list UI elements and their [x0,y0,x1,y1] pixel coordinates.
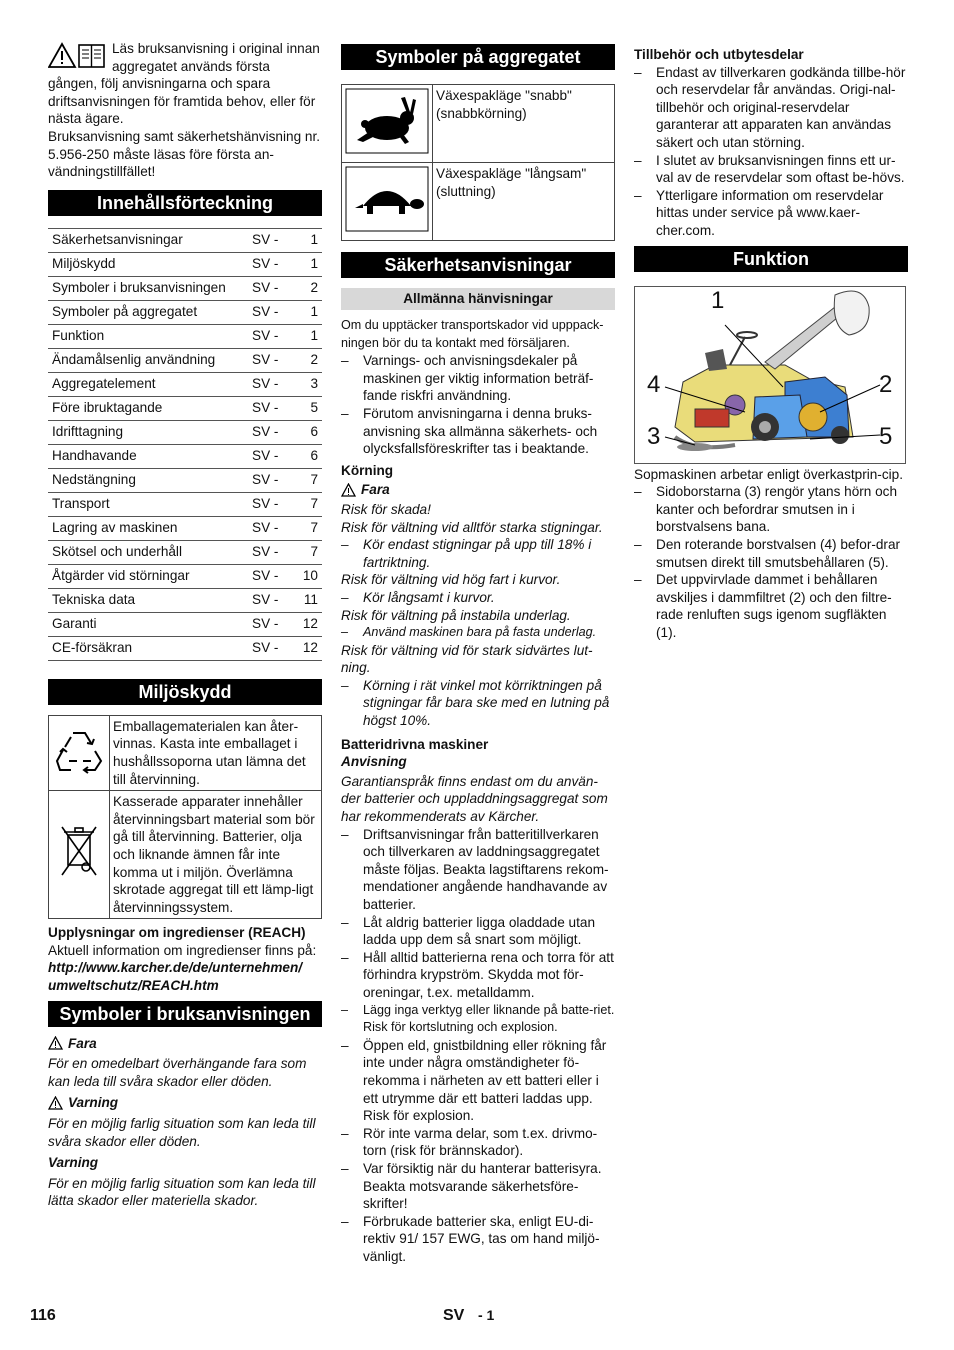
toc-sv: SV - [248,492,292,516]
env-packaging-text: Emballagematerialen kan åter-vinnas. Kasta inte emballaget i hushållssoporna utan lämna det till återvinning. [110,715,322,790]
toc-page: 7 [292,516,322,540]
list-item: – Ytterligare information om reservdelar hittas under service på www.kaer-cher.com. [634,187,908,240]
toc-label: Före ibruktagande [48,396,248,420]
toc-label: Transport [48,492,248,516]
toc-label: Miljöskydd [48,252,248,276]
intro-text-2: Bruksanvisning samt säkerhetshänvisning nr. 5.956-250 måste läsas före första an-vändningstillfället! [48,128,321,180]
risk-4: Risk för vältning vid för stark sidvärtes lut-ning. [341,642,593,676]
toc-sv: SV - [248,420,292,444]
toc-page: 10 [292,564,322,588]
toc-sv: SV - [248,276,292,300]
toc-page: 6 [292,420,322,444]
accessories-heading: Tillbehör och utbytesdelar [634,47,804,62]
toc-label: Symboler i bruksanvisningen [48,276,248,300]
risk-1: Risk för vältning vid alltför starka stigningar. [341,519,603,535]
toc-page: 1 [292,252,322,276]
toc-page: 1 [292,324,322,348]
toc-row[interactable] [48,276,322,300]
toc-row[interactable] [48,396,322,420]
sweeper-diagram [634,286,906,464]
varning2-label: Varning [48,1155,99,1171]
list-item: – Endast av tillverkaren godkända tillbe-hör och reservdelar får användas. Origi-nal-tillbehör och original-reservdelar garanterar att apparaten kan användas säkert och utan störning. [634,64,908,152]
toc-page: 7 [292,468,322,492]
toc-label: Åtgärder vid störningar [48,564,248,588]
fara-line [48,1035,322,1053]
list-item: – Låt aldrig batterier ligga oladdade utan ladda upp dem så snart som möjligt. [341,914,615,949]
warning-icon [48,1096,63,1110]
page-number: 116 [30,1307,56,1324]
toc-page: 2 [292,276,322,300]
toc-label: CE-försäkran [48,636,248,660]
risk-3: Risk för vältning på instabila underlag. [341,607,571,623]
reach-title: Upplysningar om ingredienser (REACH) [48,925,306,941]
general-intro: Om du upptäcker transportskador vid upppack-ningen bör du ta kontakt med försäljaren. [341,318,604,350]
toc-row[interactable] [48,516,322,540]
toc-row[interactable] [48,612,322,636]
toc-sv: SV - [248,612,292,636]
toc-row[interactable] [48,636,322,660]
toc-page: 1 [292,300,322,324]
risk-2: Risk för vältning vid hög fart i kurvor. [341,572,561,588]
list-item: – Var försiktig när du hanterar batterisyra. Beakta motsvarande säkerhetsföre-skrifter! [341,1160,615,1213]
toc-page: 7 [292,540,322,564]
toc-row[interactable] [48,228,322,252]
driving-heading: Körning [341,462,394,478]
list-item: – I slutet av bruksanvisningen finns ett ur-val av de reservdelar som oftast be-hövs. [634,152,908,187]
battery-note-text: Garantianspråk finns endast om du använ-der batterier och uppladdningsaggregat som har rekommenderats av Kärcher. [341,773,608,825]
slow-gear-text: Växespakläge "långsam" (sluttning) [433,163,615,241]
toc-row[interactable] [48,348,322,372]
battery-heading: Batteridrivna maskiner [341,736,489,752]
list-item: – Det uppvirvlade dammet i behållaren avskiljes i dammfiltret (2) och den filtre-rade renluften sugs igenom sugfläkten (1). [634,571,908,641]
toc-row[interactable] [48,540,322,564]
list-item: – Driftsanvisningar från batteritillverkaren och tillverkaren av laddningsaggregatet måste följas. Beakta lagstiftarens rekom-mendationer angående handhavande av batterier. [341,826,615,914]
toc-row[interactable] [48,372,322,396]
toc-sv: SV - [248,444,292,468]
toc-label: Aggregatelement [48,372,248,396]
toc-page: 3 [292,372,322,396]
callout-5: 5 [879,422,893,450]
reach-text: Aktuell information om ingredienser finns på: [48,942,317,958]
toc-page: 1 [292,228,322,252]
toc-row[interactable] [48,588,322,612]
crossed-bin-icon [49,791,110,919]
varning2-text: För en möjlig farlig situation som kan leda till lätta skador eller materiella skador. [48,1175,316,1209]
driving-item-1: – Kör endast stigningar på upp till 18% i fartriktning. [341,536,615,571]
toc-row[interactable] [48,420,322,444]
toc-sv: SV - [248,468,292,492]
toc-label: Garanti [48,612,248,636]
toc-row[interactable] [48,444,322,468]
column-middle [341,44,615,1265]
toc-sv: SV - [248,540,292,564]
battery-note-label: Anvisning [341,754,407,770]
warning-icon [341,483,356,497]
list-item: – Lägg inga verktyg eller liknande på batte-riet. Risk för kortslutning och explosion. [341,1002,615,1037]
toc-row[interactable] [48,564,322,588]
callout-1: 1 [711,286,725,314]
fast-gear-text: Växespakläge "snabb" (snabbkörning) [433,85,615,163]
reach-link[interactable]: http://www.karcher.de/de/unternehmen/ umweltschutz/REACH.htm [48,960,303,994]
toc-row[interactable] [48,324,322,348]
intro-text: Läs bruksanvisning i original innan aggregatet används första gången, följ anvisningarna och spara driftsanvisningen för framtida behov, eller för nästa ägare. [48,41,320,127]
list-item: – Öppen eld, gnistbildning eller rökning får inte under några omständigheter fö-rekomma i närheten av ett batteri eller i ett utrymme där ett batteri laddas upp. Risk för explosion. [341,1037,615,1125]
list-item: – Varnings- och anvisningsdekaler på maskinen ger viktig information beträf-fande riskfri användning. [341,352,615,405]
footer-lang-page: - 1 [478,1307,495,1323]
toc-label: Symboler på aggregatet [48,300,248,324]
toc-page: 11 [292,588,322,612]
env-appliance-text: Kasserade apparater innehåller återvinningsbart material som bör gå till återvinning. Batterier, olja och liknande ämnen får inte komma ut i miljön. Överlämna skrotade aggregat till ett lämp-ligt återvinningssystem. [110,791,322,919]
list-item: – Håll alltid batterierna rena och torra för att förhindra krypström. Skydda mot för-oreningar, t.ex. metalldamm. [341,949,615,1002]
driving-item-2: – Kör långsamt i kurvor. [341,589,615,607]
unit-symbols-heading: Symboler på aggregatet [341,44,615,70]
fara-text: För en omedelbart överhängande fara som kan leda till svåra skador eller döden. [48,1056,307,1089]
toc-row[interactable] [48,300,322,324]
toc-label: Handhavande [48,444,248,468]
toc-page: 12 [292,636,322,660]
toc-page: 7 [292,492,322,516]
driving-item-3: – Använd maskinen bara på fasta underlag. [341,624,615,642]
list-item: – Förbrukade batterier ska, enligt EU-di-rektiv 91/ 157 EWG, tas om hand miljö-vänligt. [341,1213,615,1266]
toc-row[interactable] [48,492,322,516]
callout-2: 2 [879,370,893,398]
warning-icon [48,1036,63,1050]
recycle-icon [49,715,110,790]
list-item: – Rör inte varma delar, som t.ex. drivmo-torn (risk för brännskador). [341,1125,615,1160]
intro-block [48,40,322,181]
toc-label: Tekniska data [48,588,248,612]
general-subheading: Allmänna hänvisningar [341,288,615,310]
unit-symbols-table [341,84,615,241]
toc-heading: Innehållsförteckning [48,190,322,216]
toc-page: 6 [292,444,322,468]
general-list [341,352,615,458]
toc-sv: SV - [248,300,292,324]
toc-table [48,228,322,661]
battery-list [341,826,615,1266]
column-right [634,46,908,641]
driving-fara-line [341,481,615,499]
toc-sv: SV - [248,324,292,348]
manual-warning-icon [48,42,106,70]
varning-line [48,1094,322,1112]
turtle-icon [342,163,433,241]
toc-sv: SV - [248,516,292,540]
risk-injury: Risk för skada! [341,501,431,517]
driving-item-4: – Körning i rät vinkel mot körriktningen på stigningar får bara ske med en lutning på högst 10%. [341,677,615,730]
toc-page: 12 [292,612,322,636]
varning-text: För en möjlig farlig situation som kan leda till svåra skador eller döden. [48,1116,316,1149]
toc-label: Nedstängning [48,468,248,492]
sweeper-illustration [635,287,905,463]
toc-label: Lagring av maskinen [48,516,248,540]
footer-lang: SV [443,1307,465,1324]
toc-page: 5 [292,396,322,420]
toc-row[interactable] [48,252,322,276]
safety-heading: Säkerhetsanvisningar [341,252,615,278]
list-item: – Förutom anvisningarna i denna bruks-anvisning ska allmänna säkerhets- och olycksfallsföreskrifter tas i beaktande. [341,405,615,458]
function-intro: Sopmaskinen arbetar enligt överkastprin-cip. [634,466,903,482]
toc-sv: SV - [248,588,292,612]
manual-symbols-heading: Symboler i bruksanvisningen [48,1001,322,1027]
toc-sv: SV - [248,228,292,252]
function-heading: Funktion [634,246,908,272]
driving-fara-label: Fara [361,482,390,498]
fara-label: Fara [68,1035,97,1051]
rabbit-icon [342,85,433,163]
toc-label: Säkerhetsanvisningar [48,228,248,252]
callout-3: 3 [647,422,661,450]
function-list [634,483,908,641]
toc-label: Ändamålsenlig användning [48,348,248,372]
toc-sv: SV - [248,396,292,420]
toc-label: Skötsel och underhåll [48,540,248,564]
list-item: – Sidoborstarna (3) rengör ytans hörn och kanter och befordrar smutsen in i borstvalsens bana. [634,483,908,536]
env-table [48,715,322,920]
env-heading: Miljöskydd [48,679,322,705]
accessories-list [634,64,908,240]
toc-row[interactable] [48,468,322,492]
toc-label: Idrifttagning [48,420,248,444]
callout-4: 4 [647,370,661,398]
toc-sv: SV - [248,348,292,372]
column-left [48,40,322,1210]
toc-label: Funktion [48,324,248,348]
toc-sv: SV - [248,372,292,396]
toc-page: 2 [292,348,322,372]
toc-sv: SV - [248,252,292,276]
varning-label: Varning [68,1095,119,1111]
toc-sv: SV - [248,564,292,588]
toc-sv: SV - [248,636,292,660]
list-item: – Den roterande borstvalsen (4) befor-drar smutsen direkt till smutsbehållaren (5). [634,536,908,571]
